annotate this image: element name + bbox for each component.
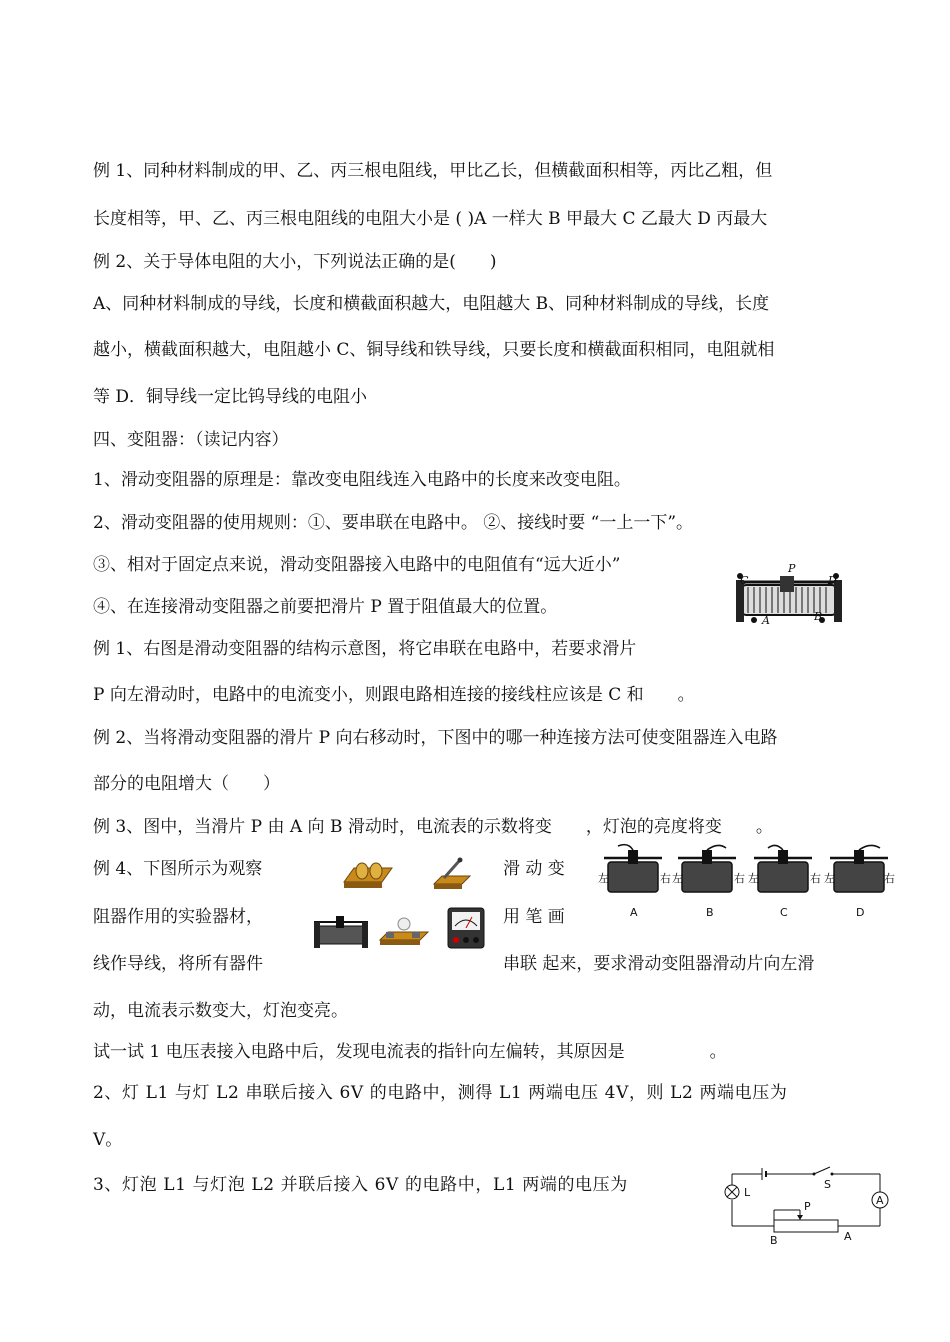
option-label-d: D	[856, 906, 865, 919]
text-line-1: 例 1、同种材料制成的甲、乙、丙三根电阻线，甲比乙长，但横截面积相等，丙比乙粗，但	[93, 161, 773, 181]
text-line-3: 例 2、关于导体电阻的大小，下列说法正确的是( )	[93, 252, 497, 272]
option-b-left-side: 左	[672, 872, 683, 885]
text-line-14: 例 2、当将滑动变阻器的滑片 P 向右移动时，下图中的哪一种连接方法可使变阻器连入电路	[93, 728, 778, 748]
text-line-19a: 线作导线，将所有器件	[93, 954, 263, 974]
option-d-left-side: 左	[824, 872, 835, 885]
text-line-21: 试一试 1 电压表接入电路中后，发现电流表的指针向左偏转，其原因是 。	[93, 1042, 727, 1062]
text-line-13: P 向左滑动时，电路中的电流变小，则跟电路相连接的接线柱应该是 C 和 。	[93, 685, 695, 705]
text-line-15: 部分的电阻增大（ ）	[93, 774, 280, 794]
bulb-picture	[378, 914, 430, 948]
circuit-label-l: L	[744, 1186, 751, 1199]
rheostat-label-c: C	[740, 574, 749, 587]
circuit-label-s: S	[824, 1178, 831, 1191]
ammeter-picture	[446, 906, 486, 950]
circuit-diagram	[720, 1160, 900, 1250]
circuit-label-a: A	[844, 1230, 852, 1243]
text-line-17b: 滑 动 变	[503, 859, 565, 879]
rheostat-label-d: D	[828, 574, 837, 587]
text-line-22: 2、灯 L1 与灯 L2 串联后接入 6V 的电路中，测得 L1 两端电压 4V，则 L2 两端电压为	[93, 1083, 788, 1103]
option-a-left-side: 左	[598, 872, 609, 885]
text-line-4: A、同种材料制成的导线，长度和横截面积越大，电阻越大 B、同种材料制成的导线，长度	[93, 294, 770, 314]
circuit-label-b: B	[770, 1234, 778, 1247]
text-line-18a: 阻器作用的实验器材，	[93, 907, 263, 927]
text-line-23: V。	[93, 1130, 123, 1150]
option-label-a: A	[630, 906, 638, 919]
text-line-5: 越小，横截面积越大，电阻越小 C、铜导线和铁导线，只要长度和横截面积相同，电阻就相	[93, 340, 775, 360]
circuit-label-p: P	[804, 1200, 811, 1213]
switch-picture	[432, 856, 472, 892]
text-line-6: 等 D．铜导线一定比钨导线的电阻小	[93, 387, 368, 407]
rheostat-picture	[310, 912, 372, 950]
text-line-12: 例 1、右图是滑动变阻器的结构示意图，将它串联在电路中，若要求滑片	[93, 639, 637, 659]
text-line-24: 3、灯泡 L1 与灯泡 L2 并联后接入 6V 的电路中，L1 两端的电压为	[93, 1175, 628, 1195]
rheostat-structure-figure	[730, 560, 850, 635]
text-line-20: 动，电流表示数变大，灯泡变亮。	[93, 1001, 348, 1021]
option-d-right-side: 右	[884, 872, 895, 885]
text-line-19b: 串联 起来，要求滑动变阻器滑动片向左滑	[503, 954, 815, 974]
battery-holder-picture	[340, 858, 398, 892]
option-c-right-side: 右	[810, 872, 821, 885]
option-label-c: C	[780, 906, 788, 919]
rheostat-label-b: B	[814, 610, 823, 623]
rheostat-label-p: P	[788, 562, 796, 575]
text-line-8: 1、滑动变阻器的原理是：靠改变电阻线连入电路中的长度来改变电阻。	[93, 470, 631, 490]
text-line-11: ④、在连接滑动变阻器之前要把滑片 P 置于阻值最大的位置。	[93, 597, 558, 617]
rheostat-options-figure	[598, 842, 898, 922]
option-b-right-side: 右	[734, 872, 745, 885]
text-line-17a: 例 4、下图所示为观察	[93, 859, 263, 879]
text-line-18b: 用 笔 画	[503, 907, 565, 927]
text-line-10: ③、相对于固定点来说，滑动变阻器接入电路中的电阻值有“远大近小”	[93, 555, 621, 575]
circuit-label-ammeter: A	[876, 1194, 884, 1207]
rheostat-label-a: A	[762, 614, 770, 627]
option-a-right-side: 右	[660, 872, 671, 885]
text-line-9: 2、滑动变阻器的使用规则：①、要串联在电路中。 ②、接线时要 “一上一下”。	[93, 513, 694, 533]
text-line-2: 长度相等，甲、乙、丙三根电阻线的电阻大小是 ( )A 一样大 B 甲最大 C 乙最大 D 丙最大	[93, 209, 768, 229]
text-line-7: 四、变阻器：（读记内容）	[93, 430, 289, 450]
option-c-left-side: 左	[748, 872, 759, 885]
text-line-16: 例 3、图中，当滑片 P 由 A 向 B 滑动时，电流表的示数将变 ，灯泡的亮度将变 。	[93, 817, 773, 837]
option-label-b: B	[706, 906, 714, 919]
